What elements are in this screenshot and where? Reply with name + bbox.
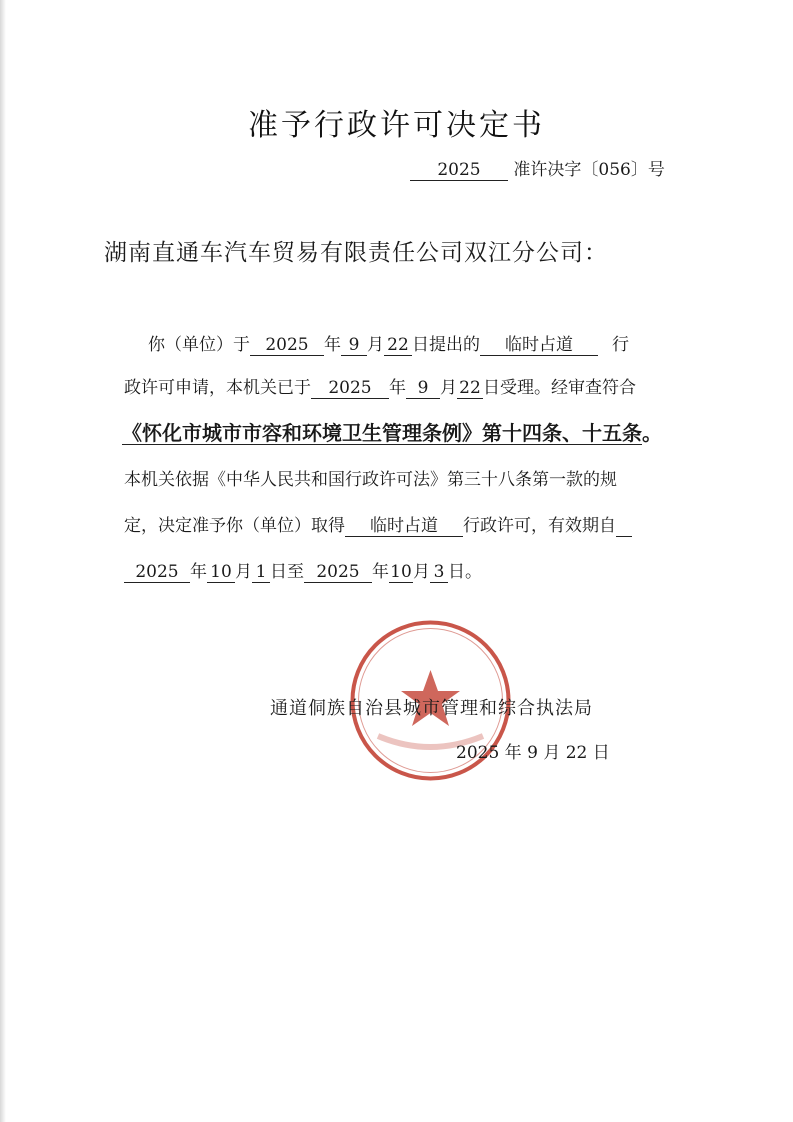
text-segment: 日受理。经审查符合 [483, 378, 636, 398]
text-segment: 年 [372, 562, 389, 582]
accept-month: 9 [406, 379, 440, 399]
accept-year: 2025 [311, 379, 389, 399]
document-number [410, 155, 665, 181]
text-segment: 你（单位）于 [148, 335, 250, 355]
recipient: 湖南直通车汽车贸易有限责任公司双江分公司： [104, 240, 608, 266]
text-segment: 月 [440, 378, 457, 398]
text-segment: 日。 [448, 562, 482, 582]
apply-year: 2025 [250, 336, 324, 356]
text-segment: 年 [504, 743, 522, 763]
issue-month: 9 [527, 743, 538, 763]
text-segment: 年 [324, 335, 341, 355]
text-segment: 政许可申请，本机关已于 [124, 378, 311, 398]
from-month: 10 [207, 563, 235, 583]
accept-day: 22 [457, 379, 483, 399]
text-segment: 月 [235, 562, 252, 582]
body-line-4: 本机关依据《中华人民共和国行政许可法》第三十八条第一款的规 [124, 470, 617, 490]
doc-prefix: 准许决字 [513, 160, 582, 180]
body-line-1 [148, 330, 629, 356]
text-segment: 定，决定准予你（单位）取得 [124, 516, 345, 536]
text-segment: 日至 [270, 562, 304, 582]
text-segment: 年 [389, 378, 406, 398]
from-day: 1 [252, 563, 270, 583]
regulation: 《怀化市城市市容和环境卫生管理条例》第十四条、十五条 [122, 421, 642, 445]
issue-year: 2025 [456, 743, 500, 763]
blank-underline [616, 517, 632, 537]
to-month: 10 [390, 562, 412, 582]
document-title: 准予行政许可决定书 [248, 108, 545, 143]
issue-day: 22 [565, 743, 588, 763]
body-line-6 [124, 557, 482, 583]
issuer: 通道侗族自治县城市管理和综合执法局 [270, 698, 593, 719]
issue-date [456, 738, 610, 763]
body-line-3 [122, 417, 662, 446]
apply-day: 22 [384, 336, 412, 356]
body-line-5 [124, 511, 632, 537]
doc-serial: 〔056〕 [581, 160, 648, 180]
text-segment: 。 [642, 421, 662, 445]
doc-year: 2025 [410, 161, 508, 181]
permit-item: 临时占道 [480, 336, 598, 356]
text-segment: 行政许可，有效期自 [463, 516, 616, 536]
scan-edge [0, 0, 6, 1122]
body-line-2 [124, 373, 636, 399]
text-segment: 日提出的 [412, 335, 480, 355]
text-segment: 月 [413, 562, 430, 582]
text-segment: 月 [543, 743, 561, 763]
text-segment: 行 [612, 335, 629, 355]
text-segment: 年 [190, 562, 207, 582]
apply-month: 9 [341, 336, 367, 356]
doc-suffix: 号 [647, 160, 665, 180]
to-year: 2025 [304, 563, 372, 583]
issue-day-suffix: 日 [592, 743, 610, 763]
to-day: 3 [430, 563, 448, 583]
permit-item-2: 临时占道 [345, 517, 463, 537]
from-year: 2025 [124, 563, 190, 583]
text-segment: 月 [367, 335, 384, 355]
